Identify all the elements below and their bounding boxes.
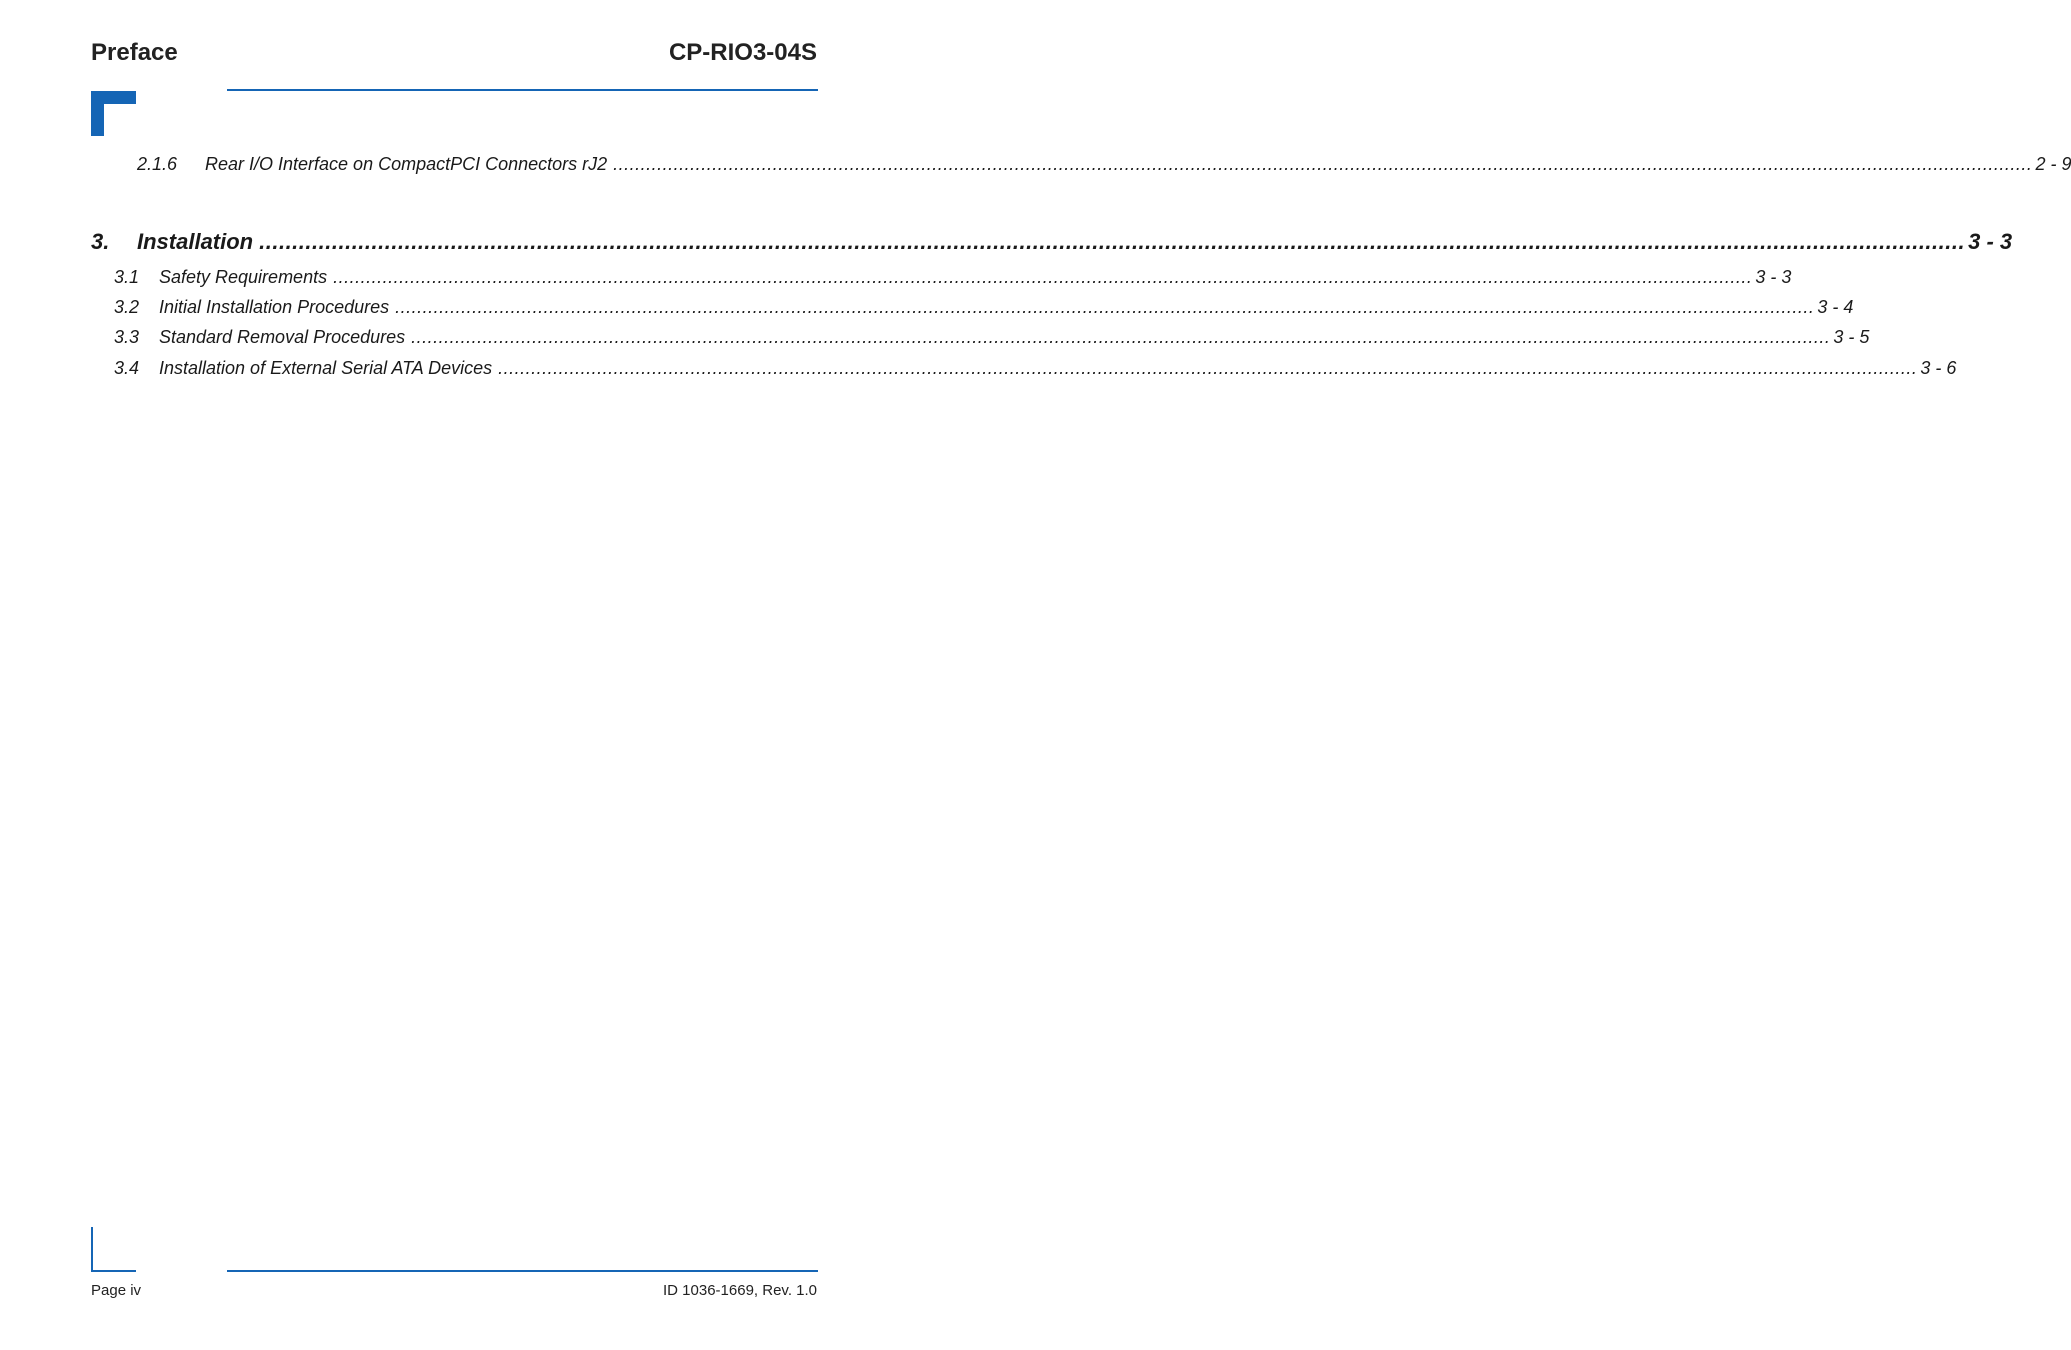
toc-entry-2-1-6[interactable] xyxy=(137,152,2071,176)
toc-entry-title: Installation of External Serial ATA Devices xyxy=(159,358,493,378)
toc-chapter-page: 3 - 3 xyxy=(1968,229,2013,254)
corner-mark-bottom-horizontal xyxy=(91,1270,136,1272)
footer-page-number: Page iv xyxy=(91,1282,142,1299)
toc-chapter-3[interactable] xyxy=(91,228,2013,256)
toc-entry-3-3[interactable] xyxy=(114,325,1870,349)
toc-entry-number: 3.1 xyxy=(114,267,140,287)
toc-leader-dots: .................................................................................................................................................................................................................................................................. xyxy=(333,267,1753,287)
corner-mark-bottom xyxy=(91,1227,136,1272)
toc-leader-dots: .................................................................................................................................................................................................................................................................. xyxy=(498,358,1918,378)
toc-entry-page: 2 - 9 xyxy=(2035,154,2071,174)
corner-mark-top xyxy=(91,91,136,136)
toc-entry-number: 3.3 xyxy=(114,327,140,347)
toc-entry-number: 3.4 xyxy=(114,358,140,378)
toc-entry-3-4[interactable] xyxy=(114,356,1957,380)
toc-leader-dots: .................................................................................................................................................................................................................................................................. xyxy=(411,327,1831,347)
toc-entry-page: 3 - 5 xyxy=(1833,327,1870,347)
footer-rule xyxy=(227,1270,818,1272)
toc-entry-number: 3.2 xyxy=(114,297,140,317)
toc-entry-title: Standard Removal Procedures xyxy=(159,327,406,347)
toc-entry-title: Initial Installation Procedures xyxy=(159,297,390,317)
toc-chapter-number: 3. xyxy=(91,229,110,254)
toc-entry-page: 3 - 6 xyxy=(1920,358,1957,378)
toc-entry-3-2[interactable] xyxy=(114,295,1854,319)
toc-leader-dots: .................................................................................................................................................................................................................................................................. xyxy=(613,154,2033,174)
toc-entry-page: 3 - 3 xyxy=(1755,267,1792,287)
toc-entry-number: 2.1.6 xyxy=(137,154,178,174)
toc-chapter-title: Installation xyxy=(137,229,254,254)
toc-entry-page: 3 - 4 xyxy=(1817,297,1854,317)
toc-entry-3-1[interactable] xyxy=(114,265,1792,289)
footer-document-id: ID 1036-1669, Rev. 1.0 xyxy=(663,1282,817,1299)
toc-entry-title: Safety Requirements xyxy=(159,267,328,287)
toc-leader-dots: .................................................................................................................................................................................................................................................................. xyxy=(395,297,1815,317)
header-rule xyxy=(227,89,818,91)
header-section-title: Preface xyxy=(91,39,178,66)
toc-entry-title: Rear I/O Interface on CompactPCI Connectors rJ2 xyxy=(205,154,608,174)
header-product-name: CP-RIO3-04S xyxy=(668,39,817,66)
corner-mark-top-vertical xyxy=(91,91,104,136)
corner-mark-bottom-vertical xyxy=(91,1227,93,1272)
toc-leader-dots: .................................................................................................................................................................................................................................................................. xyxy=(259,229,1966,254)
